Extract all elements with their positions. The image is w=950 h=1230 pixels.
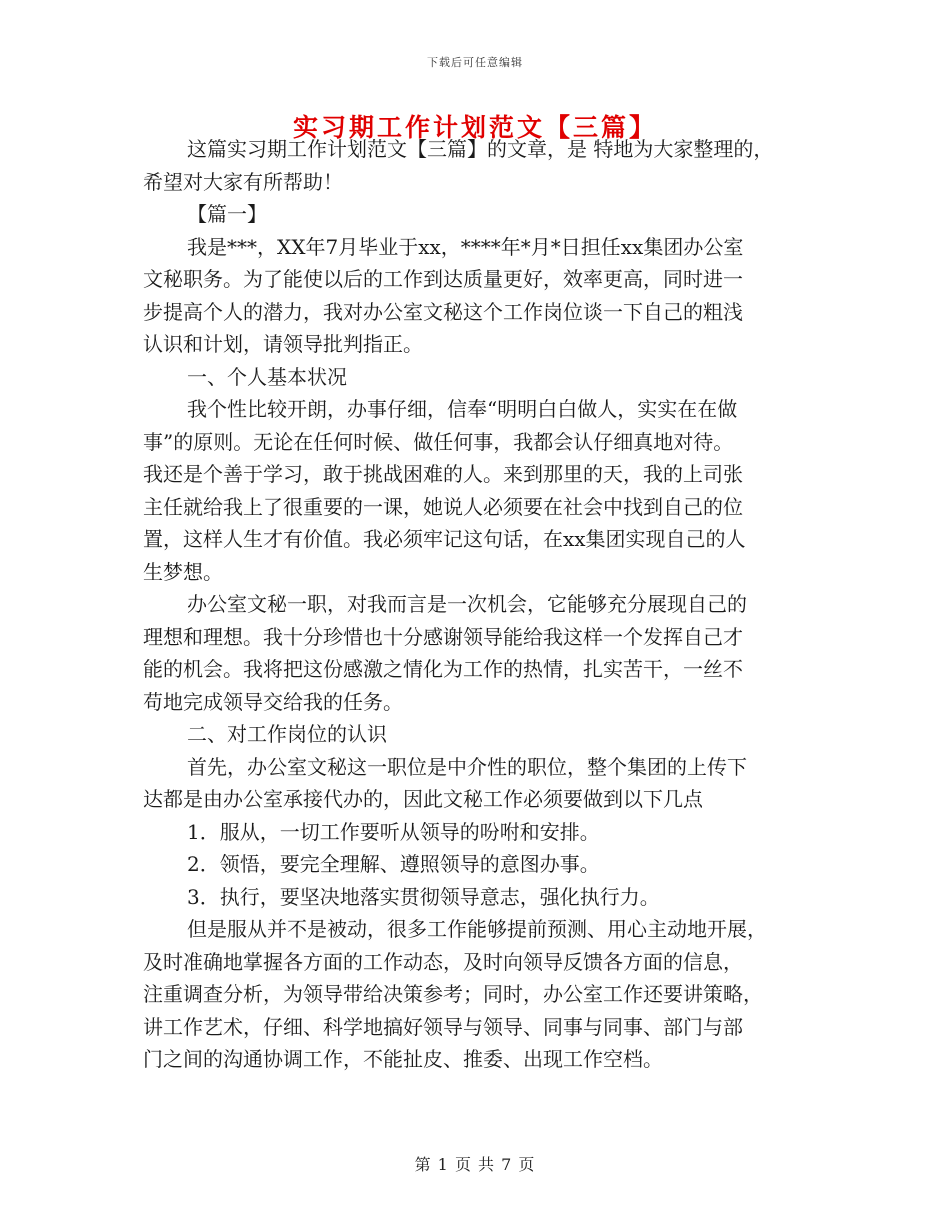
paragraph-line: 讲工作艺术，仔细、科学地搞好领导与领导、同事与同事、部门与部 [143, 1014, 743, 1039]
paragraph-line: 生梦想。 [143, 559, 223, 584]
list-item: 1．服从，一切工作要听从领导的吩咐和安排。 [187, 819, 600, 844]
section-heading: 【篇一】 [187, 202, 267, 226]
subsection-heading: 二、对工作岗位的认识 [187, 722, 387, 746]
subsection-heading: 一、个人基本状况 [187, 364, 347, 389]
paragraph-line: 但是服从并不是被动，很多工作能够提前预测、用心主动地开展， [187, 917, 767, 941]
document-body [143, 133, 815, 1076]
paragraph-line: 我个性比较开朗，办事仔细，信奉“明明白白做人，实实在在做 [187, 397, 738, 421]
paragraph-line: 门之间的沟通协调工作，不能扯皮、推委、出现工作空档。 [143, 1047, 663, 1071]
paragraph-line: 主任就给我上了很重要的一课，她说人必须要在社会中找到自己的位 [143, 494, 743, 519]
paragraph-line: 能的机会。我将把这份感激之情化为工作的热情，扎实苦干，一丝不 [143, 657, 743, 681]
paragraph-line: 达都是由办公室承接代办的，因此文秘工作必须要做到以下几点 [143, 787, 703, 811]
paragraph-line: 事”的原则。无论在任何时候、做任何事，我都会认仔细真地对待。 [143, 429, 734, 454]
paragraph-line: 苟地完成领导交给我的任务。 [143, 689, 403, 714]
paragraph-line: 文秘职务。为了能使以后的工作到达质量更好，效率更高，同时进一 [143, 267, 743, 291]
paragraph-line: 这篇实习期工作计划范文【三篇】的文章，是 特地为大家整理的， [187, 137, 774, 161]
list-item: 2．领悟，要完全理解、遵照领导的意图办事。 [187, 852, 600, 876]
paragraph-line: 我还是个善于学习，敢于挑战困难的人。来到那里的天，我的上司张 [143, 462, 743, 486]
header-note: 下载后可任意编辑 [427, 56, 523, 69]
page-number-footer: 第 1 页 共 7 页 [414, 1155, 536, 1174]
paragraph-line: 办公室文秘一职，对我而言是一次机会，它能够充分展现自己的 [187, 592, 747, 616]
paragraph-line: 置，这样人生才有价值。我必须牢记这句话，在xx集团实现自己的人 [143, 527, 746, 551]
paragraph-line: 理想和理想。我十分珍惜也十分感谢领导能给我这样一个发挥自己才 [143, 624, 743, 649]
paragraph-line: 首先，办公室文秘这一职位是中介性的职位，整个集团的上传下 [187, 754, 747, 779]
paragraph-line: 步提高个人的潜力，我对办公室文秘这个工作岗位谈一下自己的粗浅 [143, 299, 743, 324]
list-item: 3．执行，要坚决地落实贯彻领导意志，强化执行力。 [187, 884, 660, 909]
paragraph-line: 认识和计划，请领导批判指正。 [143, 332, 423, 356]
paragraph-line: 注重调查分析，为领导带给决策参考；同时，办公室工作还要讲策略， [143, 982, 763, 1006]
paragraph-line: 及时准确地掌握各方面的工作动态，及时向领导反馈各方面的信息， [143, 949, 743, 974]
paragraph-line: 我是***，XX年7月毕业于xx，****年*月*日担任xx集团办公室 [187, 234, 744, 259]
paragraph-line: 希望对大家有所帮助！ [143, 169, 343, 194]
document-title: 实习期工作计划范文【三篇】 [292, 113, 657, 142]
